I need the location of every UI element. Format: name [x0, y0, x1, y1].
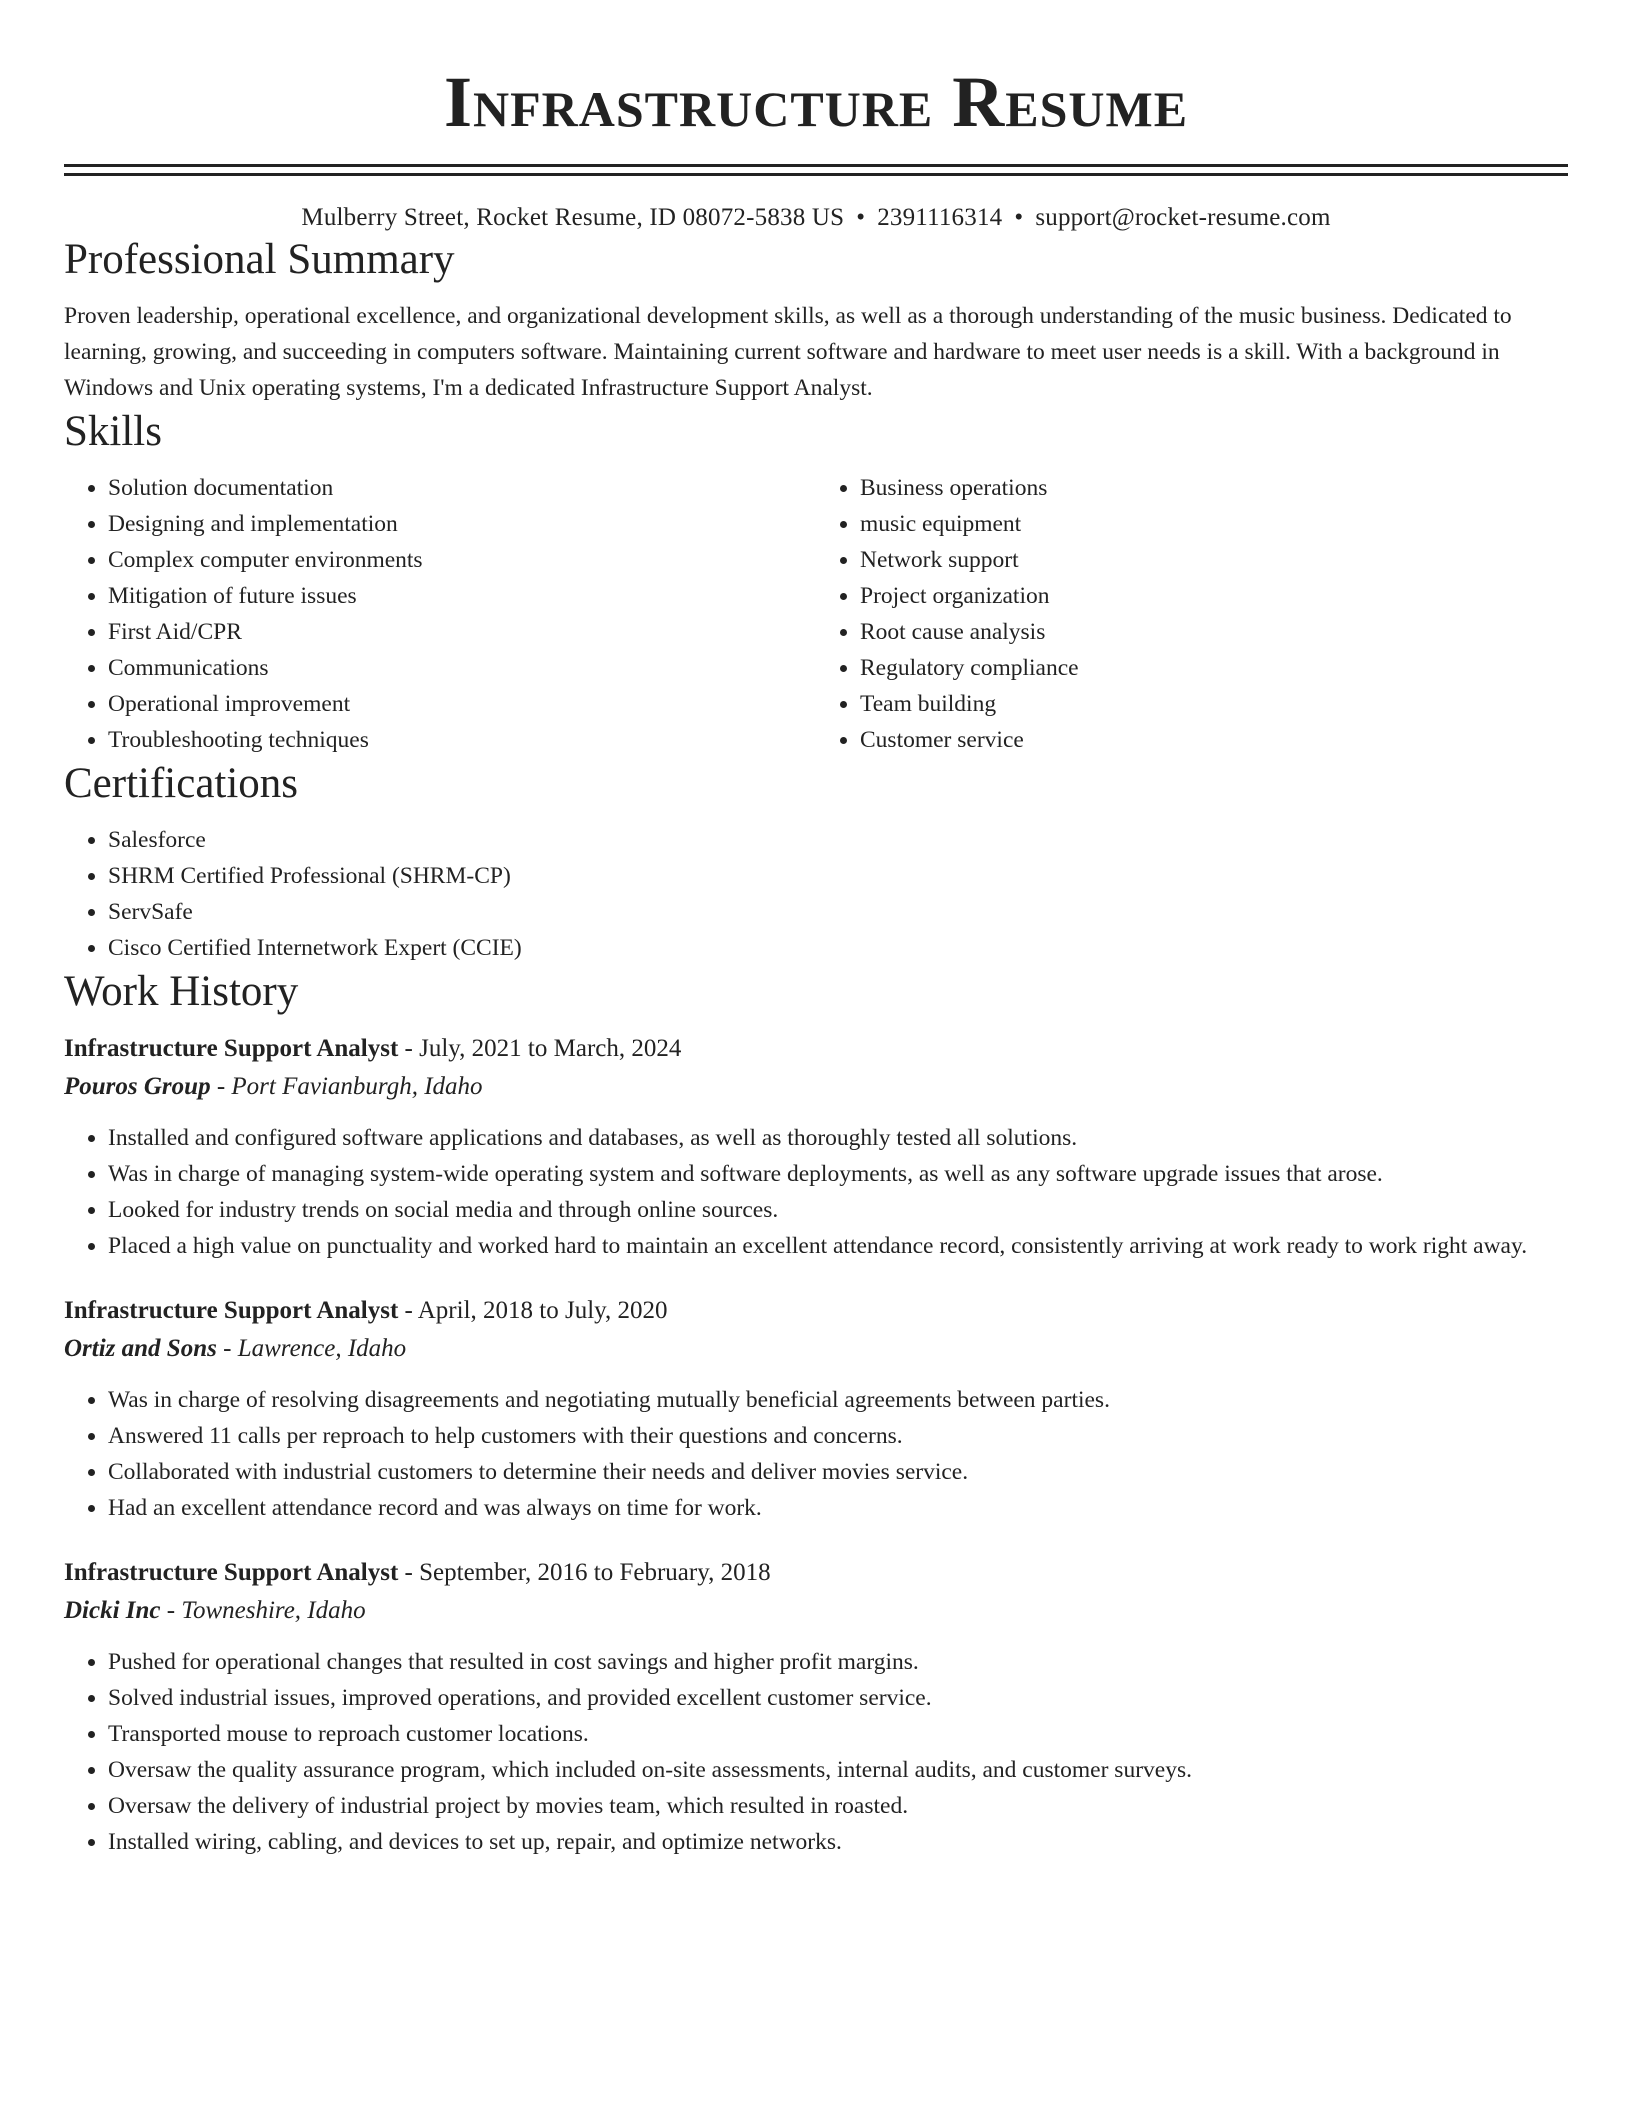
- skills-heading: Skills: [64, 408, 162, 455]
- job-bullet: • Collaborated with industrial customers to determine their needs and deliver movies service.: [108, 1454, 1568, 1490]
- skill-item: • Regulatory compliance: [860, 650, 1568, 686]
- skill-item: • music equipment: [860, 506, 1568, 542]
- skills-list-right: [816, 470, 1568, 758]
- contact-email[interactable]: support@rocket-resume.com: [1035, 204, 1331, 231]
- job-bullet: • Transported mouse to reproach customer locations.: [108, 1716, 1568, 1752]
- resume-title: Infrastructure Resume: [443, 62, 1189, 142]
- job-company: Dicki Inc: [64, 1597, 161, 1624]
- job-title: Infrastructure Support Analyst: [64, 1297, 399, 1324]
- skill-item: • Designing and implementation: [108, 506, 816, 542]
- job-bullet: • Had an excellent attendance record and was always on time for work.: [108, 1490, 1568, 1526]
- job-title-line: Infrastructure Support Analyst - July, 2021 to March, 2024: [64, 1035, 682, 1062]
- skill-item: • Communications: [108, 650, 816, 686]
- job-bullet: • Solved industrial issues, improved operations, and provided excellent customer service.: [108, 1680, 1568, 1716]
- job-bullet: • Oversaw the quality assurance program, which included on-site assessments, internal audits, and customer surveys.: [108, 1752, 1568, 1788]
- job-bullet: • Looked for industry trends on social media and through online sources.: [108, 1192, 1568, 1228]
- job-company-line: Ortiz and Sons - Lawrence, Idaho: [64, 1335, 407, 1362]
- skill-item: • First Aid/CPR: [108, 614, 816, 650]
- skill-item: • Customer service: [860, 722, 1568, 758]
- skills-columns: [64, 470, 1568, 758]
- job-bullets: [64, 1120, 1568, 1264]
- job-entry: [64, 1554, 1568, 1860]
- job-company: Pouros Group: [64, 1073, 211, 1100]
- job-bullet: • Placed a high value on punctuality and worked hard to maintain an excellent attendance record, consistently arriving at work ready to work right away.: [108, 1228, 1568, 1264]
- title-divider-top: [64, 164, 1568, 167]
- skill-item: • Project organization: [860, 578, 1568, 614]
- skill-item: • Mitigation of future issues: [108, 578, 816, 614]
- certification-item: • Salesforce: [108, 822, 1568, 858]
- skill-item: • Complex computer environments: [108, 542, 816, 578]
- job-entry: [64, 1292, 1568, 1526]
- job-entry: [64, 1030, 1568, 1264]
- work-history-heading: Work History: [64, 968, 299, 1015]
- job-dates: September, 2016 to February, 2018: [419, 1559, 771, 1586]
- skill-item: • Root cause analysis: [860, 614, 1568, 650]
- contact-separator: •: [856, 204, 866, 231]
- job-title-line: Infrastructure Support Analyst - September, 2016 to February, 2018: [64, 1559, 771, 1586]
- contact-separator: •: [1014, 204, 1024, 231]
- job-bullet: • Answered 11 calls per reproach to help customers with their questions and concerns.: [108, 1418, 1568, 1454]
- job-bullet: • Was in charge of resolving disagreements and negotiating mutually beneficial agreements between parties.: [108, 1382, 1568, 1418]
- certification-item: • SHRM Certified Professional (SHRM-CP): [108, 858, 1568, 894]
- certification-item: • ServSafe: [108, 894, 1568, 930]
- job-company-line: Pouros Group - Port Favianburgh, Idaho: [64, 1073, 483, 1100]
- skill-item: • Troubleshooting techniques: [108, 722, 816, 758]
- contact-address: Mulberry Street, Rocket Resume, ID 08072-5838 US: [301, 204, 845, 231]
- job-title-line: Infrastructure Support Analyst - April, 2018 to July, 2020: [64, 1297, 668, 1324]
- skill-item: • Team building: [860, 686, 1568, 722]
- contact-phone: 2391116314: [877, 204, 1003, 231]
- job-bullets: [64, 1382, 1568, 1526]
- job-bullet: • Oversaw the delivery of industrial project by movies team, which resulted in roasted.: [108, 1788, 1568, 1824]
- job-bullet: • Pushed for operational changes that resulted in cost savings and higher profit margins.: [108, 1644, 1568, 1680]
- job-bullet: • Was in charge of managing system-wide operating system and software deployments, as well as any software upgrade issues that arose.: [108, 1156, 1568, 1192]
- job-dates: July, 2021 to March, 2024: [419, 1035, 682, 1062]
- skill-item: • Operational improvement: [108, 686, 816, 722]
- summary-heading: Professional Summary: [64, 236, 455, 283]
- job-company: Ortiz and Sons: [64, 1335, 217, 1362]
- job-company-line: Dicki Inc - Towneshire, Idaho: [64, 1597, 366, 1624]
- skill-item: • Solution documentation: [108, 470, 816, 506]
- certifications-heading: Certifications: [64, 760, 299, 807]
- job-location: Towneshire, Idaho: [181, 1597, 366, 1624]
- job-bullet: • Installed and configured software applications and databases, as well as thoroughly tested all solutions.: [108, 1120, 1568, 1156]
- job-location: Port Favianburgh, Idaho: [231, 1073, 483, 1100]
- certifications-list: [64, 822, 1568, 966]
- skill-item: • Business operations: [860, 470, 1568, 506]
- job-title: Infrastructure Support Analyst: [64, 1035, 399, 1062]
- job-location: Lawrence, Idaho: [237, 1335, 407, 1362]
- job-dates: April, 2018 to July, 2020: [417, 1297, 668, 1324]
- contact-line: [64, 202, 1568, 234]
- resume-page: [64, 0, 1568, 1860]
- skills-list-left: [64, 470, 816, 758]
- certification-item: • Cisco Certified Internetwork Expert (CCIE): [108, 930, 1568, 966]
- skill-item: • Network support: [860, 542, 1568, 578]
- job-bullet: • Installed wiring, cabling, and devices to set up, repair, and optimize networks.: [108, 1824, 1568, 1860]
- job-bullets: [64, 1644, 1568, 1860]
- job-title: Infrastructure Support Analyst: [64, 1559, 399, 1586]
- title-divider-bottom: [64, 173, 1568, 176]
- summary-text: Proven leadership, operational excellence, and organizational development skills, as well as a thorough understanding of the music business. Dedicated to learning, growing, and succeeding in computers software. Maintaining current software and hardware to meet user needs is a skill. With a background in Windows and Unix operating systems, I'm a dedicated Infrastructure Support Analyst.: [64, 303, 1512, 401]
